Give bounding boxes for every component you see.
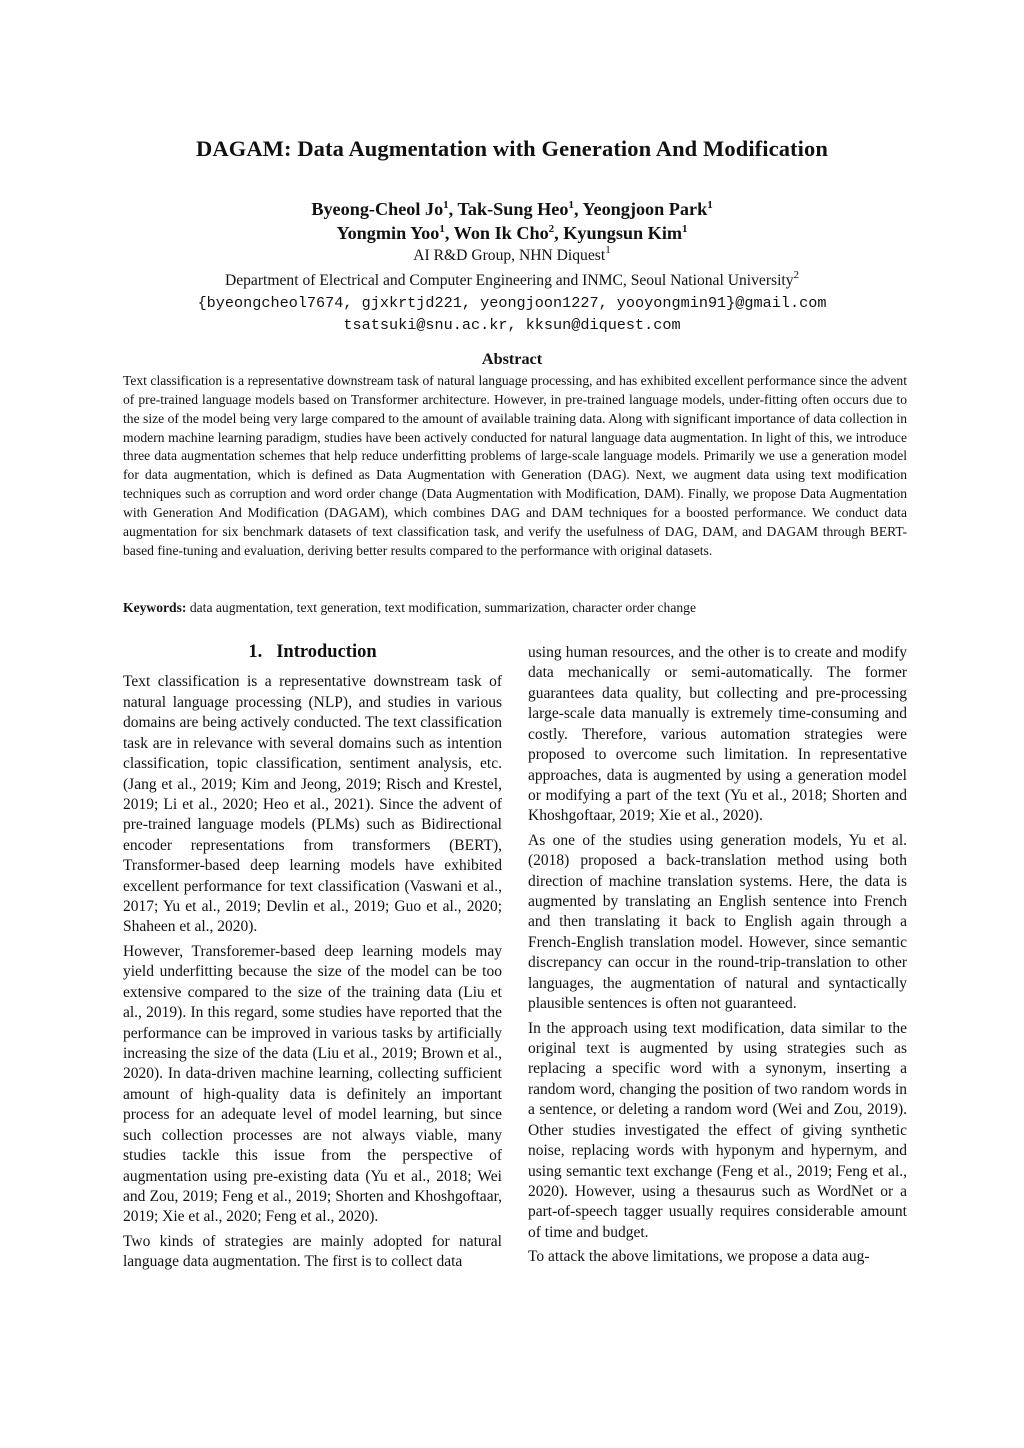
author-name: Byeong-Cheol Jo [311,199,444,219]
author-affil-mark: 1 [439,223,445,235]
paragraph: using human resources, and the other is to create and modify data mechanically or semi-automatically. The former guarantees data quality, but collecting and pre-processing large-scale data manually is extremely time-consuming and costly. Therefore, various automation strategies were proposed to overcome such limitation. In representative approaches, data is augmented by using a generation model or modifying a part of the text (Yu et al., 2018; Shorten and Khoshgoftaar, 2019; Xie et al., 2020). [528,644,907,825]
section-heading [123,642,502,662]
affiliation-mark: 2 [793,269,800,281]
author-affil-mark: 2 [548,223,555,235]
author-block [0,197,1024,336]
paragraph: To attack the above limitations, we propose a data aug- [528,1248,870,1266]
author-affil-mark: 1 [707,199,713,211]
author-affil-mark: 1 [682,223,688,235]
affiliation-mark: 1 [605,244,611,256]
paragraph: In the approach using text modification, data similar to the original text is augmented by using strategies such as replacing a specific word with a synonym, inserting a random word, changing the position of two random words in a sentence, or deleting a random word (Wei and Zou, 2019). Other studies investigated the effect of giving synthetic noise, replacing words with hyponym and hypernym, and using semantic text exchange (Feng et al., 2019; Feng et al., 2020). However, using a thesaurus such as WordNet or a part-of-speech tagger usually requires considerable amount of time and budget. [528,1019,907,1241]
paragraph: Two kinds of strategies are mainly adopted for natural language data augmentation. The first is to collect data [123,1232,502,1271]
author-separator: , [573,199,583,219]
section-title: Introduction [276,642,377,662]
affiliation-1 [0,245,1024,267]
affiliation-text: AI R&D Group, NHN Diquest [413,247,606,264]
email-line-1: {byeongcheol7674, gjxkrtjd221, yeongjoon1227, yooyongmin91}@gmail.com [197,294,827,312]
author-line-1 [0,197,1024,221]
author-separator: , [444,223,454,243]
paragraph: Text classification is a representative downstream task of natural language processing (NLP), and studies in various domains are being actively conducted. The text classification task are in relevance with several domains such as intention classification, topic classification, sentiment analysis, etc. (Jang et al., 2019; Kim and Jeong, 2019; Risch and Krestel, 2019; Li et al., 2020; Heo et al., 2021). Since the advent of pre-trained language models (PLMs) such as Bidirectional encoder representations from transformers (BERT), Transformer-based deep learning models have exhibited excellent performance for text classification (Vaswani et al., 2017; Yu et al., 2019; Devlin et al., 2019; Guo et al., 2020; Shaheen et al., 2020). [123,673,502,936]
email-line-2: tsatsuki@snu.ac.kr, kksun@diquest.com [343,316,681,334]
author-name: Tak-Sung Heo [457,199,569,219]
author-name: Yongmin Yoo [336,223,440,243]
author-name: Yeongjoon Park [582,199,708,219]
keywords-label: Keywords: [123,600,187,615]
author-affil-mark: 1 [568,199,574,211]
abstract-text: Text classification is a representative downstream task of natural language processing, and has exhibited excellent performance since the advent of pre-trained language models based on Transformer architecture. However, in pre-trained language models, under-fitting often occurs due to the size of the model being very large compared to the amount of available training data. Along with significant importance of data collection in modern machine learning paradigm, studies have been actively conducted for natural language data augmentation. In light of this, we introduce three data augmentation schemes that help reduce underfitting problems of large-scale language models. Primarily we use a generation model for data augmentation, which is defined as Data Augmentation with Generation (DAG). Next, we augment data using text modification techniques such as corruption and word order change (Data Augmentation with Modification, DAM). Finally, we propose Data Augmentation with Generation And Modification (DAGAM), which combines DAG and DAM techniques for a boosted performance. We conduct data augmentation for six benchmark datasets of text classification task, and verify the usefulness of DAG, DAM, and DAGAM through BERT-based fine-tuning and evaluation, deriving better results compared to the performance with original datasets. [123,373,907,558]
author-line-2 [0,221,1024,245]
author-separator: , [448,199,458,219]
author-separator: , [554,223,564,243]
keywords-text: data augmentation, text generation, text modification, summarization, character order change [189,600,697,615]
affiliation-2 [0,270,1024,292]
abstract-heading: Abstract [481,350,543,368]
keywords-line [123,598,907,617]
left-column [123,640,502,1277]
right-column [528,643,907,1272]
author-affil-mark: 1 [443,199,449,211]
paragraph: However, Transforemer-based deep learning models may yield underfitting because the size of the model can be too extensive compared to the size of the training data (Liu et al., 2019). In this regard, some studies have reported that the performance can be improved in various tasks by artificially increasing the size of the data (Liu et al., 2019; Brown et al., 2020). In data-driven machine learning, collecting sufficient amount of high-quality data is definitely an important process for an adequate level of model learning, but since such collection processes are not always viable, many studies tackle this issue from the perspective of augmentation using pre-existing data (Yu et al., 2018; Wei and Zou, 2019; Feng et al., 2019; Shorten and Khoshgoftaar, 2019; Xie et al., 2020; Feng et al., 2020). [123,942,502,1226]
section-number: 1. [248,642,263,662]
author-name: Won Ik Cho [453,223,549,243]
paper-title: DAGAM: Data Augmentation with Generation And Modification [196,136,828,161]
affiliation-text: Department of Electrical and Computer Engineering and INMC, Seoul National University [224,272,794,289]
author-name: Kyungsun Kim [563,223,683,243]
paragraph: As one of the studies using generation models, Yu et al. (2018) proposed a back-translation method using both direction of machine translation systems. Here, the data is augmented by translating an English sentence into French and then translating it back to English again through a French-English translation model. However, since semantic discrepancy can occur in the round-trip-translation to other languages, the augmentation of natural and syntactically plausible sentences is often not guaranteed. [528,831,907,1013]
